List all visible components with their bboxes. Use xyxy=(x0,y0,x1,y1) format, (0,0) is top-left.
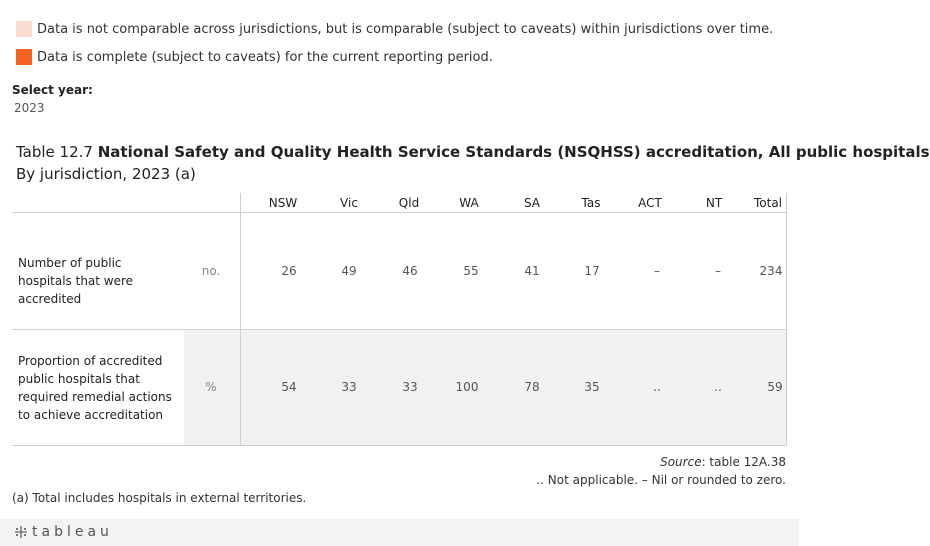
tableau-logo-icon xyxy=(14,525,28,539)
col-header-sa: SA xyxy=(523,196,541,210)
table-title-main: National Safety and Quality Health Service Standards (NSQHSS) accreditation, All public hospitals xyxy=(97,143,930,161)
source-text: : table 12A.38 xyxy=(701,455,786,469)
col-header-nt: NT xyxy=(705,196,723,210)
tableau-toolbar xyxy=(0,519,799,546)
row-unit-remedial: % xyxy=(205,380,217,394)
year-selector-value[interactable]: 2023 xyxy=(14,101,45,115)
symbols-note: .. Not applicable. – Nil or rounded to zero. xyxy=(536,473,786,487)
cell-remedial-total: 59 xyxy=(767,380,783,394)
cell-remedial-nt: .. xyxy=(714,380,722,394)
cell-accredited-vic: 49 xyxy=(341,264,357,278)
tableau-logo[interactable] xyxy=(14,524,113,540)
cell-remedial-vic: 33 xyxy=(341,380,357,394)
cell-accredited-nt: – xyxy=(715,264,721,278)
row-divider xyxy=(12,329,787,330)
col-header-total: Total xyxy=(753,196,783,210)
cell-remedial-sa: 78 xyxy=(524,380,540,394)
column-divider xyxy=(240,193,241,445)
cell-accredited-sa: 41 xyxy=(524,264,540,278)
row-unit-accredited: no. xyxy=(201,264,221,278)
table-number: Table 12.7 xyxy=(16,143,93,161)
source-label: Source xyxy=(660,455,702,469)
row-label-remedial: Proportion of accredited public hospitals that required remedial actions to achieve accreditation xyxy=(18,354,172,422)
col-header-wa: WA xyxy=(459,196,479,210)
row-label-accredited: Number of public hospitals that were accredited xyxy=(18,256,134,306)
col-header-vic: Vic xyxy=(340,196,358,210)
legend-item-complete xyxy=(16,49,493,65)
cell-accredited-act: – xyxy=(654,264,660,278)
legend-item-not-comparable xyxy=(16,21,773,37)
legend-swatch-light xyxy=(16,21,32,37)
cell-accredited-wa: 55 xyxy=(463,264,479,278)
cell-remedial-qld: 33 xyxy=(402,380,418,394)
cell-accredited-total: 234 xyxy=(759,264,783,278)
col-header-qld: Qld xyxy=(398,196,420,210)
table-right-border xyxy=(786,193,787,445)
header-divider xyxy=(12,212,787,213)
col-header-act: ACT xyxy=(638,196,662,210)
tableau-brand-name: tableau xyxy=(32,524,113,540)
cell-remedial-act: .. xyxy=(653,380,661,394)
source-note xyxy=(660,455,786,469)
footnote: (a) Total includes hospitals in external territories. xyxy=(12,491,307,505)
col-header-nsw: NSW xyxy=(268,196,298,210)
cell-accredited-nsw: 26 xyxy=(281,264,297,278)
cell-accredited-qld: 46 xyxy=(402,264,418,278)
table-subtitle: By jurisdiction, 2023 (a) xyxy=(16,165,196,183)
cell-remedial-wa: 100 xyxy=(455,380,479,394)
cell-accredited-tas: 17 xyxy=(584,264,600,278)
col-header-tas: Tas xyxy=(581,196,601,210)
table-title xyxy=(16,143,930,161)
legend-swatch-dark xyxy=(16,49,32,65)
table-bottom-border xyxy=(12,445,787,446)
cell-remedial-tas: 35 xyxy=(584,380,600,394)
cell-remedial-nsw: 54 xyxy=(281,380,297,394)
legend-text: Data is complete (subject to caveats) for the current reporting period. xyxy=(37,49,493,65)
legend-text: Data is not comparable across jurisdictions, but is comparable (subject to caveats) within jurisdictions over time. xyxy=(37,21,774,37)
year-selector-label: Select year: xyxy=(12,83,93,97)
